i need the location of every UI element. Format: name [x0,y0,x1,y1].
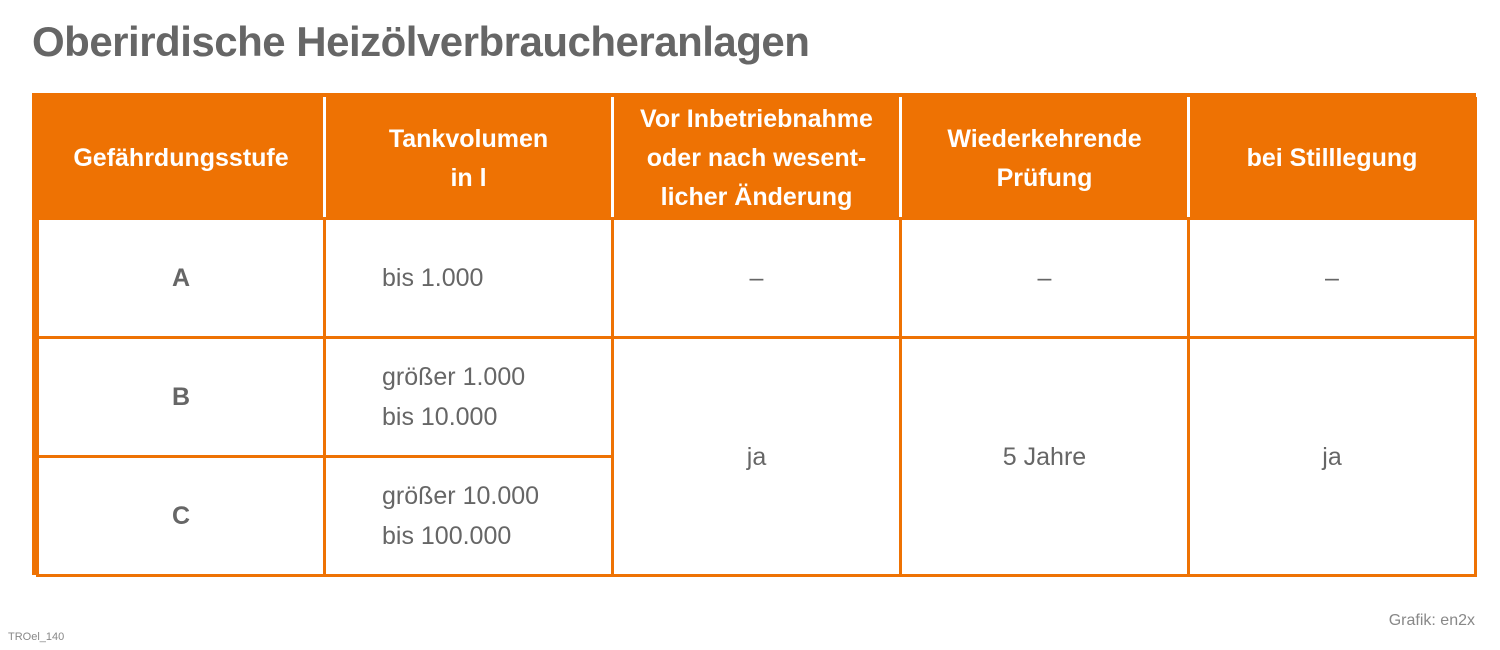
cell-before-operation-merged: ja [613,338,901,576]
header-tank-volume: Tankvolumen in l [325,99,613,219]
cell-decommissioning: – [1189,219,1476,338]
inspection-table [36,97,1477,577]
cell-decommissioning-merged: ja [1189,338,1476,576]
cell-recurring-inspection-merged: 5 Jahre [901,338,1189,576]
header-hazard-level: Gefährdungsstufe [38,99,325,219]
cell-hazard-level: C [38,457,325,576]
cell-tank-volume: größer 1.000 bis 10.000 [325,338,613,457]
cell-hazard-level: A [38,219,325,338]
table-row [38,338,1476,457]
header-before-operation: Vor Inbetriebnahme oder nach wesent- licher Änderung [613,99,901,219]
header-row [38,99,1476,219]
cell-before-operation: – [613,219,901,338]
header-decommissioning: bei Stilllegung [1189,99,1476,219]
cell-hazard-level: B [38,338,325,457]
page-title: Oberirdische Heizölverbraucheranlagen [32,18,810,65]
header-recurring-inspection: Wiederkehrende Prüfung [901,99,1189,219]
cell-recurring-inspection: – [901,219,1189,338]
figure-id: TROel_140 [8,631,65,643]
inspection-table-frame [32,93,1476,575]
table-row [38,219,1476,338]
graphic-credit: Grafik: en2x [1388,612,1475,629]
cell-tank-volume: größer 10.000 bis 100.000 [325,457,613,576]
cell-tank-volume: bis 1.000 [325,219,613,338]
